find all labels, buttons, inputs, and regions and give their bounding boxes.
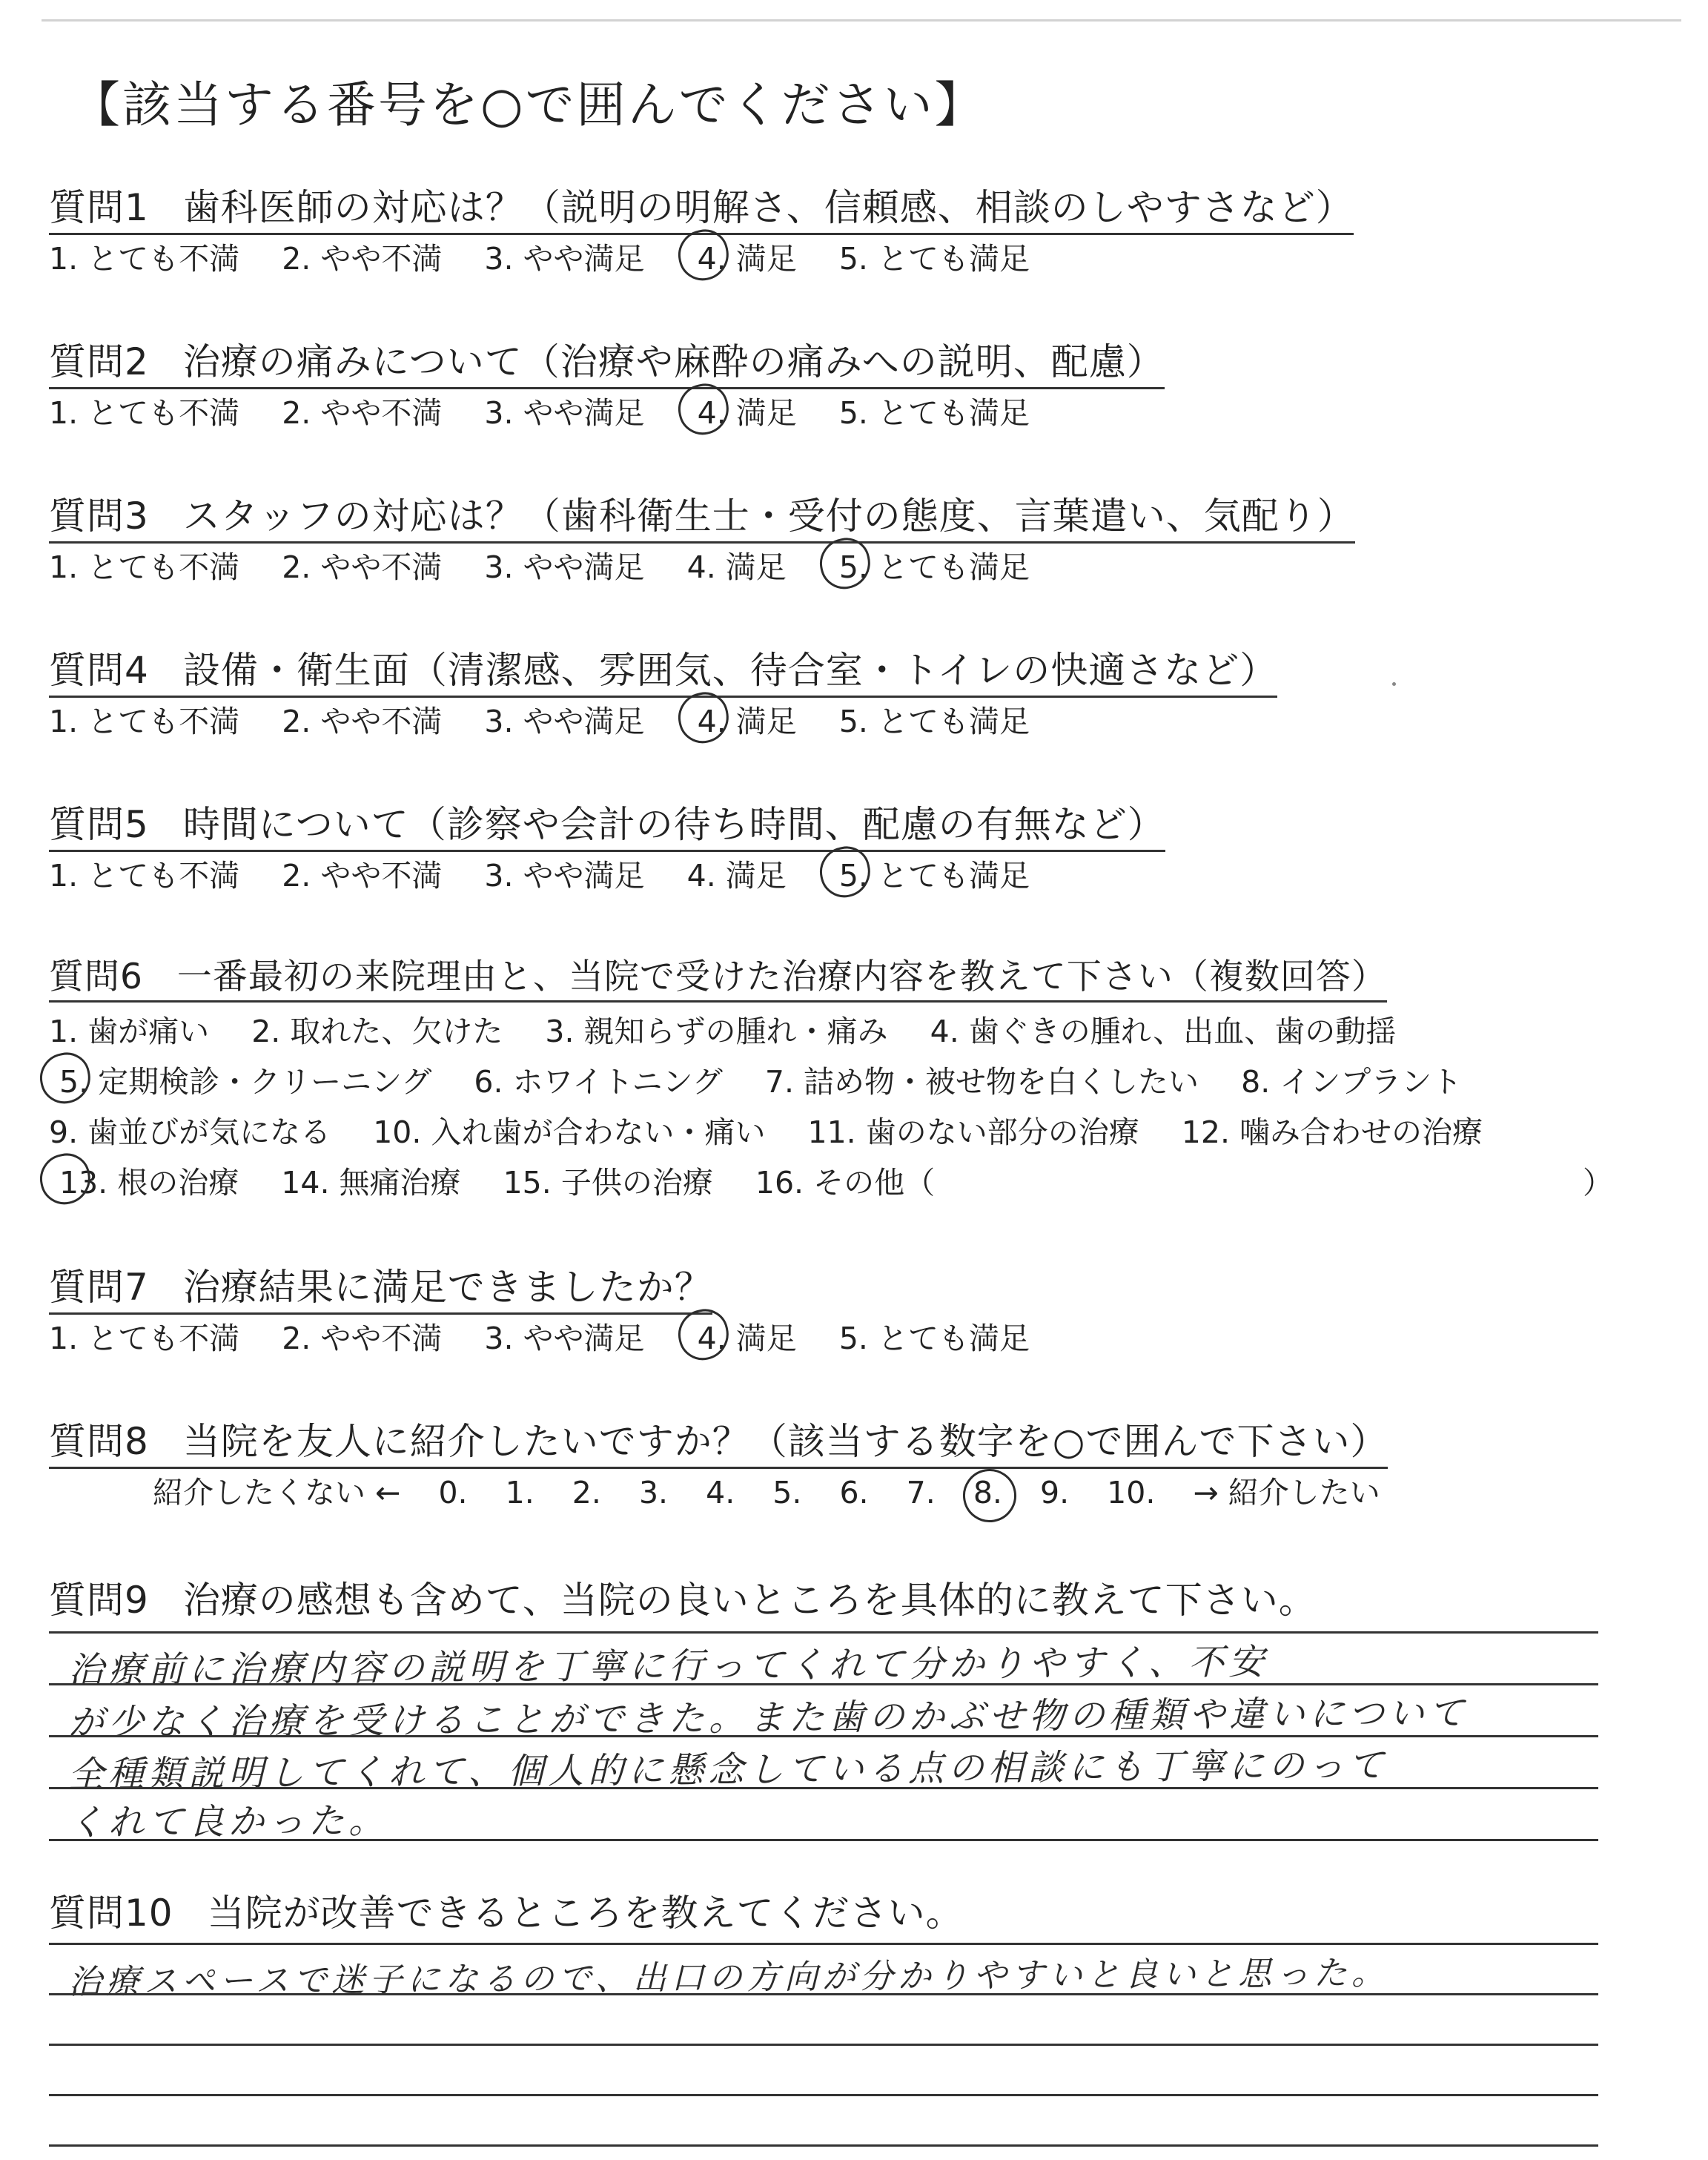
question-2-heading <box>49 332 1165 389</box>
q4-option-5[interactable]: 5. とても満足 <box>838 704 1030 739</box>
q6-option-4[interactable]: 4. 歯ぐきの腫れ、出血、歯の動揺 <box>930 1014 1397 1049</box>
question-10-label: 質問10 <box>49 1892 173 1935</box>
q4-option-3[interactable]: 3. やや満足 <box>484 704 645 739</box>
question-8-text: 当院を友人に紹介したいですか？（該当する数字を○で囲んで下さい） <box>182 1420 1388 1463</box>
scale-2[interactable]: 2. <box>572 1475 601 1510</box>
question-6-heading <box>49 949 1387 1003</box>
question-7-label: 質問7 <box>49 1266 149 1309</box>
question-6-label: 質問6 <box>49 957 143 997</box>
q5-option-5-label: 5. とても満足 <box>838 858 1030 894</box>
q6-option-2[interactable]: 2. 取れた、欠けた <box>251 1014 503 1049</box>
q5-option-2[interactable]: 2. やや不満 <box>282 858 443 894</box>
q3-option-1[interactable]: 1. とても不満 <box>49 549 240 585</box>
q5-option-4[interactable]: 4. 満足 <box>686 858 787 894</box>
q6-option-13-label: 13. 根の治療 <box>59 1165 239 1200</box>
q3-option-3[interactable]: 3. やや満足 <box>484 549 645 585</box>
answer-9-line-4 <box>49 1839 1598 1841</box>
q5-option-1[interactable]: 1. とても不満 <box>49 858 240 894</box>
question-3-label: 質問3 <box>49 495 149 538</box>
scale-0[interactable]: 0. <box>438 1475 468 1510</box>
q5-option-5-selected[interactable] <box>829 851 1030 895</box>
q6-option-5-selected[interactable] <box>49 1057 431 1101</box>
q6-option-5-label: 5. 定期検診・クリーニング <box>59 1064 432 1100</box>
q2-option-1[interactable]: 1. とても不満 <box>49 395 240 431</box>
scale-1[interactable]: 1. <box>505 1475 534 1510</box>
q4-option-2[interactable]: 2. やや不満 <box>282 704 443 739</box>
q1-option-4-selected[interactable] <box>687 234 797 278</box>
question-2-text: 治療の痛みについて（治療や麻酔の痛みへの説明、配慮） <box>182 340 1165 383</box>
q1-option-3[interactable]: 3. やや満足 <box>484 241 645 277</box>
q7-option-5[interactable]: 5. とても満足 <box>838 1321 1030 1356</box>
question-6-text: 一番最初の来院理由と、当院で受けた治療内容を教えて下さい（複数回答） <box>176 957 1387 997</box>
question-1-text: 歯科医師の対応は？（説明の明解さ、信頼感、相談のしやすさなど） <box>182 186 1354 229</box>
scale-left-label: 紹介したくない ← <box>153 1475 401 1510</box>
answer-10-line-4 <box>49 2144 1598 2147</box>
scan-speck <box>1392 682 1396 686</box>
q2-option-2[interactable]: 2. やや不満 <box>282 395 443 431</box>
question-6-row-4 <box>49 1158 1613 1202</box>
scale-7[interactable]: 7. <box>906 1475 936 1510</box>
scale-8-selected[interactable]: 8. <box>973 1475 1002 1510</box>
question-7-options <box>49 1314 1062 1358</box>
question-1-options <box>49 234 1062 278</box>
q7-option-3[interactable]: 3. やや満足 <box>484 1321 645 1356</box>
q2-option-4-selected[interactable] <box>687 389 797 432</box>
q6-other-close-paren: ） <box>1583 1165 1613 1200</box>
answer-10-text-1[interactable]: 治療スペースで迷子になるので、出口の方向が分かりやすいと良いと思った。 <box>67 1952 1390 2002</box>
top-rule <box>42 19 1681 22</box>
question-8-label: 質問8 <box>49 1420 149 1463</box>
q5-option-3[interactable]: 3. やや満足 <box>484 858 645 894</box>
scale-9[interactable]: 9. <box>1039 1475 1070 1510</box>
q3-option-2[interactable]: 2. やや不満 <box>282 549 443 585</box>
question-4-options <box>49 697 1062 741</box>
page-title: 【該当する番号を○で囲んでください】 <box>71 76 986 133</box>
q6-option-10[interactable]: 10. 入れ歯が合わない・痛い <box>373 1114 766 1150</box>
scale-4[interactable]: 4. <box>706 1475 735 1510</box>
scale-3[interactable]: 3. <box>638 1475 669 1510</box>
question-4-heading <box>49 641 1277 698</box>
answer-9-text-4[interactable]: くれて良かった。 <box>67 1800 389 1844</box>
question-1-heading <box>49 178 1354 235</box>
answer-10-line-0 <box>49 1943 1598 1945</box>
q3-option-5-selected[interactable] <box>829 543 1030 587</box>
question-6-row-3 <box>49 1108 1515 1152</box>
answer-9-line-3 <box>49 1787 1598 1789</box>
q1-option-2[interactable]: 2. やや不満 <box>282 241 443 277</box>
question-5-label: 質問5 <box>49 803 149 846</box>
q6-option-15[interactable]: 15. 子供の治療 <box>503 1165 713 1200</box>
question-10-heading <box>49 1883 964 1937</box>
scale-10[interactable]: 10. <box>1107 1475 1156 1510</box>
q6-option-1[interactable]: 1. 歯が痛い <box>49 1014 210 1049</box>
question-10-text: 当院が改善できるところを教えてください。 <box>207 1892 964 1935</box>
q6-option-8[interactable]: 8. インプラント <box>1241 1064 1463 1100</box>
question-3-text: スタッフの対応は？（歯科衛生士・受付の態度、言葉遣い、気配り） <box>182 495 1355 538</box>
recommend-scale <box>153 1468 1409 1512</box>
question-7-text: 治療結果に満足できましたか？ <box>182 1266 712 1309</box>
q1-option-5[interactable]: 5. とても満足 <box>838 241 1030 277</box>
q1-option-1[interactable]: 1. とても不満 <box>49 241 240 277</box>
answer-10-line-1 <box>49 1993 1598 1995</box>
scale-6[interactable]: 6. <box>839 1475 869 1510</box>
q6-option-16[interactable]: 16. その他（ <box>755 1165 936 1200</box>
question-9-heading <box>49 1571 1317 1624</box>
q3-option-4[interactable]: 4. 満足 <box>686 549 787 585</box>
q4-option-1[interactable]: 1. とても不満 <box>49 704 240 739</box>
question-3-heading <box>49 486 1355 544</box>
q2-option-4-label: 4. 満足 <box>697 395 797 431</box>
q6-option-6[interactable]: 6. ホワイトニング <box>474 1064 723 1100</box>
answer-9-text-3[interactable]: 全種類説明してくれて、個人的に懸念している点の相談にも丁寧にのって <box>67 1744 1388 1796</box>
q7-option-1[interactable]: 1. とても不満 <box>49 1321 240 1356</box>
question-9-label: 質問9 <box>49 1579 149 1622</box>
question-4-label: 質問4 <box>49 649 149 692</box>
scale-right-label: → 紹介したい <box>1193 1475 1380 1510</box>
q7-option-4-label: 4. 満足 <box>697 1321 797 1356</box>
question-1-label: 質問1 <box>49 186 149 229</box>
q6-option-14[interactable]: 14. 無痛治療 <box>281 1165 461 1200</box>
question-6-row-1 <box>49 1007 1429 1051</box>
q7-option-2[interactable]: 2. やや不満 <box>282 1321 443 1356</box>
scale-5[interactable]: 5. <box>772 1475 802 1510</box>
q3-option-5-label: 5. とても満足 <box>838 549 1030 585</box>
q2-option-3[interactable]: 3. やや満足 <box>484 395 645 431</box>
q2-option-5[interactable]: 5. とても満足 <box>838 395 1030 431</box>
question-8-heading <box>49 1412 1388 1469</box>
question-5-text: 時間について（診察や会計の待ち時間、配慮の有無など） <box>182 803 1165 846</box>
question-5-options <box>49 851 1062 895</box>
answer-10-line-3 <box>49 2094 1598 2096</box>
question-2-options <box>49 389 1062 432</box>
answer-9-text-1[interactable]: 治療前に治療内容の説明を丁寧に行ってくれて分かりやすく、不安 <box>67 1641 1269 1691</box>
q6-option-12[interactable]: 12. 噛み合わせの治療 <box>1181 1114 1483 1150</box>
question-2-label: 質問2 <box>49 340 149 383</box>
answer-10-line-2 <box>49 2044 1598 2046</box>
q4-option-4-selected[interactable] <box>687 697 797 741</box>
q6-option-3[interactable]: 3. 親知らずの腫れ・痛み <box>545 1014 888 1049</box>
question-9-text: 治療の感想も含めて、当院の良いところを具体的に教えて下さい。 <box>182 1579 1317 1622</box>
question-3-options <box>49 543 1062 587</box>
q4-option-4-label: 4. 満足 <box>697 704 797 739</box>
question-6-row-2 <box>49 1057 1494 1101</box>
question-4-text: 設備・衛生面（清潔感、雰囲気、待合室・トイレの快適さなど） <box>182 649 1278 692</box>
q7-option-4-selected[interactable] <box>687 1314 797 1358</box>
q6-option-13-selected[interactable] <box>49 1158 239 1202</box>
q6-option-11[interactable]: 11. 歯のない部分の治療 <box>807 1114 1139 1150</box>
question-7-heading <box>49 1258 712 1315</box>
answer-9-line-0 <box>49 1631 1598 1634</box>
answer-9-text-2[interactable]: が少なく治療を受けることができた。また歯のかぶせ物の種類や違いについて <box>67 1692 1469 1744</box>
q6-option-9[interactable]: 9. 歯並びが気になる <box>49 1114 331 1150</box>
q1-option-4-label: 4. 満足 <box>697 241 797 277</box>
question-5-heading <box>49 795 1165 852</box>
q6-option-7[interactable]: 7. 詰め物・被せ物を白くしたい <box>764 1064 1199 1100</box>
